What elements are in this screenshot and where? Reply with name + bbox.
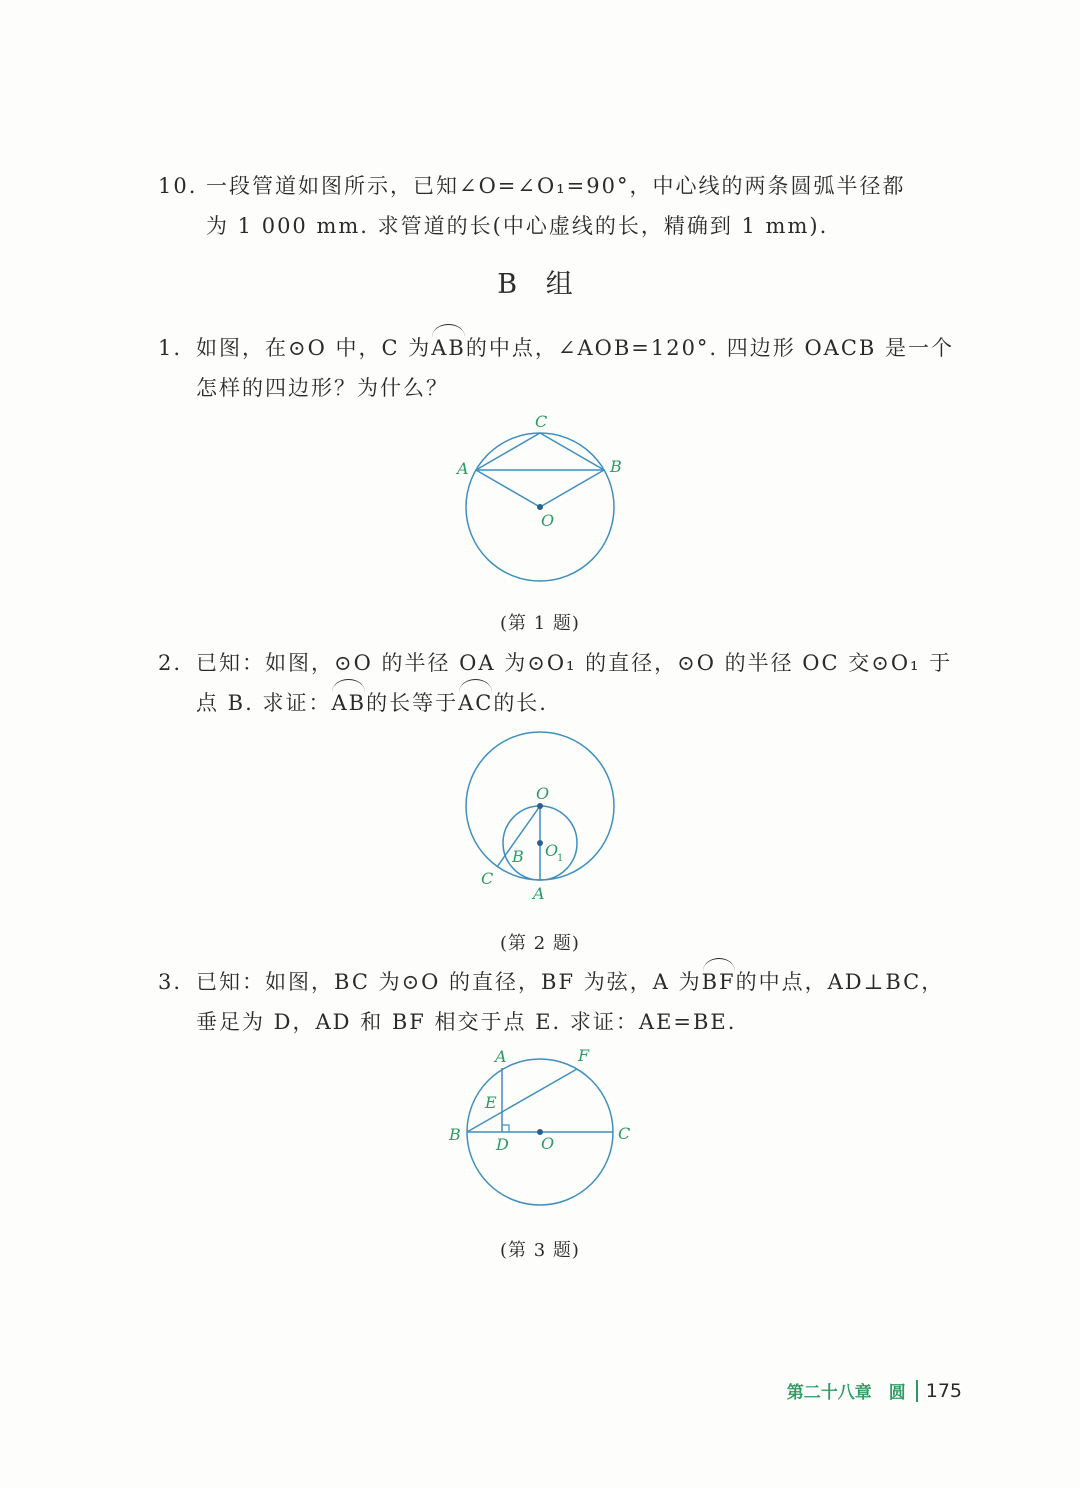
- label-c: C: [481, 869, 494, 888]
- label-o1: O: [545, 841, 559, 860]
- problem-number: 2.: [158, 651, 183, 675]
- problem-text: 为 1 000 mm. 求管道的长(中心虚线的长，精确到 1 mm).: [206, 214, 829, 238]
- problem-text: 点 B. 求证：: [196, 691, 332, 715]
- problem-text: 垂足为 D，AD 和 BF 相交于点 E. 求证：AE=BE.: [196, 1010, 737, 1034]
- label-a: A: [533, 884, 545, 903]
- arc-notation: BF: [702, 962, 736, 1002]
- problem-text: 一段管道如图所示，已知∠O=∠O₁=90°，中心线的两条圆弧半径都: [206, 174, 906, 198]
- label-f: F: [578, 1046, 590, 1065]
- figure-caption: (第 1 题): [500, 613, 580, 634]
- problem-number: 3.: [158, 970, 183, 994]
- label-o: O: [536, 784, 550, 803]
- figure-caption: (第 3 题): [500, 1240, 580, 1261]
- problem-text: 如图，在⊙O 中，C 为: [196, 336, 432, 360]
- problem-text: 的长.: [493, 691, 548, 715]
- figure-caption: (第 2 题): [500, 933, 580, 954]
- problem-text: 怎样的四边形？为什么？: [196, 376, 449, 400]
- problem-text: 的长等于: [366, 691, 459, 715]
- label-c: C: [618, 1124, 631, 1143]
- problem-number: 10.: [158, 174, 198, 198]
- label-o: O: [541, 1134, 555, 1153]
- page-footer: [787, 1378, 962, 1403]
- chapter-title: 第二十八章 圆: [786, 1383, 906, 1403]
- chord-bf: [467, 1069, 577, 1132]
- label-b: B: [512, 847, 524, 866]
- problem-text: 的中点，AD⊥BC，: [735, 970, 945, 994]
- label-o: O: [541, 511, 555, 530]
- label-b: B: [449, 1125, 461, 1144]
- label-a: A: [457, 459, 469, 478]
- label-e: E: [485, 1093, 497, 1112]
- problem-text: 已知：如图，⊙O 的半径 OA 为⊙O₁ 的直径，⊙O 的半径 OC 交⊙O₁ 于: [196, 651, 953, 675]
- problem-number: 1.: [158, 336, 183, 360]
- page-number: 175: [925, 1379, 962, 1402]
- label-d: D: [496, 1135, 509, 1154]
- problem-text: 的中点，∠AOB=120°. 四边形 OACB 是一个: [465, 336, 955, 360]
- arc-notation: AC: [458, 683, 493, 723]
- label-b: B: [610, 457, 622, 476]
- arc-notation: AB: [331, 683, 366, 723]
- footer-divider: [916, 1380, 918, 1402]
- problem-text: 已知：如图，BC 为⊙O 的直径，BF 为弦，A 为: [196, 970, 702, 994]
- label-o1-subscript: 1: [557, 853, 564, 864]
- label-a: A: [495, 1047, 507, 1066]
- label-c: C: [535, 412, 548, 431]
- arc-notation: AB: [431, 328, 466, 368]
- section-title: B 组: [497, 269, 583, 300]
- right-angle-mark: [502, 1125, 509, 1132]
